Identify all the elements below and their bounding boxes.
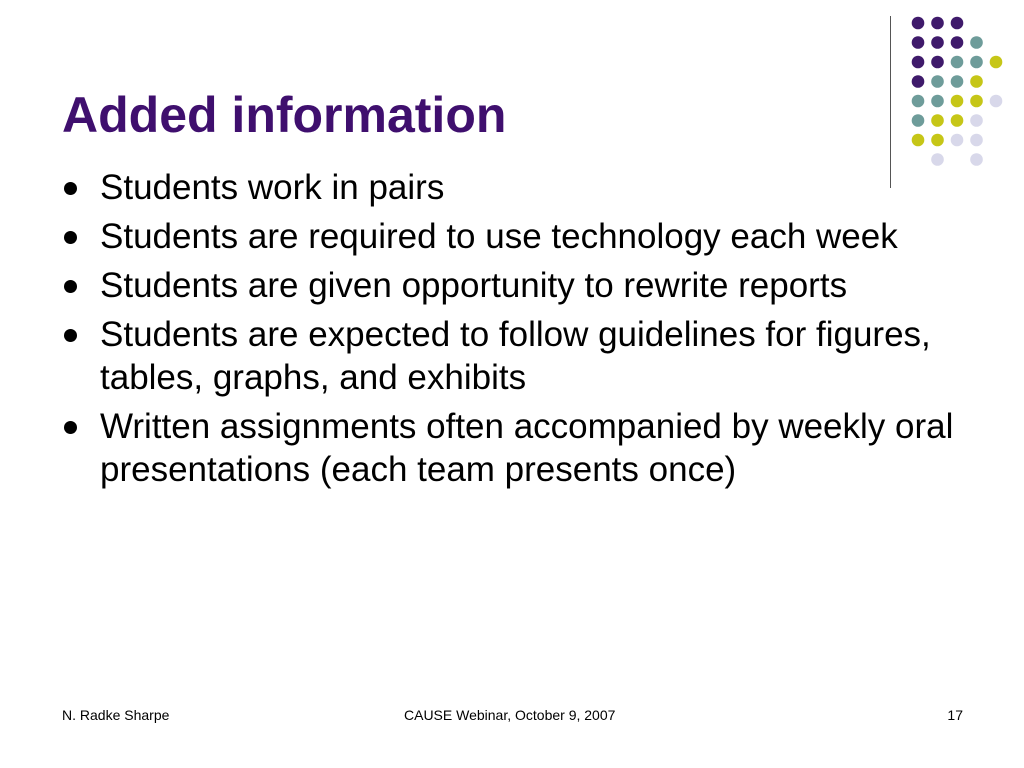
dot-teal bbox=[912, 114, 925, 127]
page-number: 17 bbox=[947, 707, 963, 723]
bullet-list bbox=[62, 166, 992, 497]
dot-purple bbox=[912, 75, 925, 88]
dot-olive bbox=[970, 75, 983, 88]
dot-teal bbox=[931, 75, 944, 88]
dot-teal bbox=[951, 75, 964, 88]
dot-purple bbox=[912, 17, 925, 30]
dot-purple bbox=[912, 36, 925, 49]
bullet-dot-icon bbox=[64, 421, 77, 434]
dot-purple bbox=[931, 17, 944, 30]
divider-line bbox=[890, 16, 891, 188]
dot-lavender bbox=[990, 95, 1003, 108]
dot-lavender bbox=[951, 134, 964, 147]
bullet-text: Students are given opportunity to rewrite reports bbox=[100, 266, 848, 305]
bullet-text: Students are expected to follow guidelines for figures, tables, graphs, and exhibits bbox=[100, 315, 931, 397]
dot-purple bbox=[951, 17, 964, 30]
footer-author: N. Radke Sharpe bbox=[62, 707, 170, 723]
bullet-item bbox=[62, 313, 992, 399]
bullet-item bbox=[62, 405, 992, 491]
dot-purple bbox=[931, 56, 944, 69]
dot-olive bbox=[970, 95, 983, 108]
dot-purple bbox=[951, 36, 964, 49]
bullet-text: Written assignments often accompanied by weekly oral presentations (each team presents once) bbox=[100, 407, 954, 489]
dot-teal bbox=[970, 36, 983, 49]
dot-teal bbox=[912, 95, 925, 108]
slide-title: Added information bbox=[62, 87, 507, 143]
dot-olive bbox=[931, 114, 944, 127]
dot-lavender bbox=[931, 153, 944, 166]
bullet-item bbox=[62, 215, 992, 258]
dot-purple bbox=[931, 36, 944, 49]
dot-olive bbox=[990, 56, 1003, 69]
dot-lavender bbox=[970, 153, 983, 166]
dot-olive bbox=[951, 114, 964, 127]
footer-event: CAUSE Webinar, October 9, 2007 bbox=[404, 707, 616, 723]
dot-purple bbox=[912, 56, 925, 69]
dot-teal bbox=[951, 56, 964, 69]
bullet-item bbox=[62, 166, 992, 209]
bullet-text: Students work in pairs bbox=[100, 168, 445, 207]
bullet-dot-icon bbox=[64, 182, 77, 195]
dot-olive bbox=[931, 134, 944, 147]
dot-lavender bbox=[970, 134, 983, 147]
dot-olive bbox=[912, 134, 925, 147]
bullet-dot-icon bbox=[64, 231, 77, 244]
dot-lavender bbox=[970, 114, 983, 127]
dot-olive bbox=[951, 95, 964, 108]
dot-teal bbox=[970, 56, 983, 69]
bullet-dot-icon bbox=[64, 329, 77, 342]
bullet-item bbox=[62, 264, 992, 307]
bullet-text: Students are required to use technology each week bbox=[100, 217, 898, 256]
dot-teal bbox=[931, 95, 944, 108]
bullet-dot-icon bbox=[64, 280, 77, 293]
